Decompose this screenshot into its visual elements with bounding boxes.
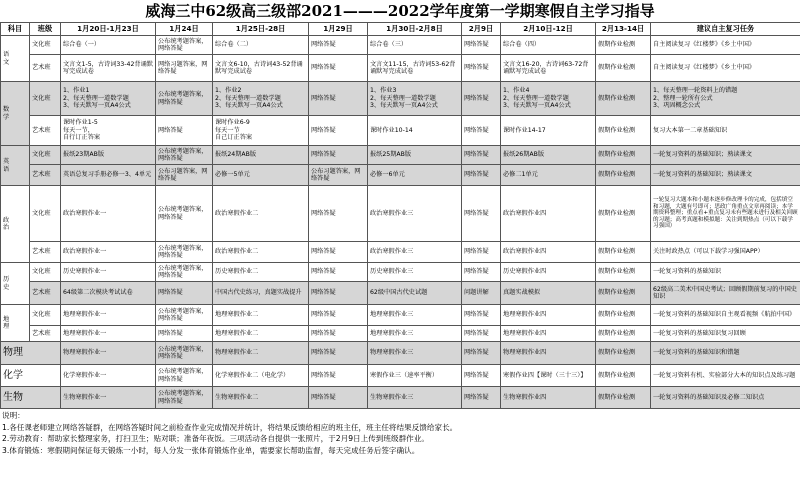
task-cell: 公布统考题答案，网络答疑 xyxy=(156,146,213,165)
notes-heading: 说明： xyxy=(2,411,25,420)
task-cell: 课时作业6-9 每天一节 自己订正答案 xyxy=(213,116,309,146)
task-cell: 网络答疑 xyxy=(309,116,368,146)
task-cell: 生物寒假作业四 xyxy=(501,387,596,409)
task-cell: 假期作业检测 xyxy=(596,326,651,342)
header-row xyxy=(1,23,800,36)
task-cell: 网络答疑 xyxy=(309,242,368,263)
table-row xyxy=(1,242,800,263)
subject-physics: 物理 xyxy=(1,342,61,365)
task-cell: 网络习题答案，网络答疑 xyxy=(156,55,213,82)
subject-math: 数 学 xyxy=(1,82,30,146)
task-cell: 网络答疑 xyxy=(462,82,501,116)
task-cell: 文言文16-20，古诗词63-72背诵默写完成试卷 xyxy=(501,55,596,82)
task-cell: 网络答疑 xyxy=(462,165,501,186)
task-cell: 1、作业4 2、每天整理一道数学题 3、每天默写一页A4公式 xyxy=(501,82,596,116)
task-cell: 网络答疑 xyxy=(462,365,501,387)
table-row xyxy=(1,186,800,242)
task-cell: 化学寒假作业二（电化学） xyxy=(213,365,309,387)
task-cell: 地理寒假作业三 xyxy=(368,305,462,326)
task-cell: 地理寒假作业四 xyxy=(501,326,596,342)
task-cell: 问题讲解 xyxy=(462,282,501,305)
task-cell: 寒假作业四【课时（三十三）】 xyxy=(501,365,596,387)
task-cell: 物理寒假作业二 xyxy=(213,342,309,365)
task-cell: 历史寒假作业三 xyxy=(368,263,462,282)
task-cell: 文言文1-5，古诗词33-42背诵默写完成试卷 xyxy=(61,55,156,82)
task-cell: 政治寒假作业一 xyxy=(61,186,156,242)
review-cell: 62级高二美术中国史考试；回顾假期前复习的中国史知识 xyxy=(651,282,800,305)
task-cell: 网络答疑 xyxy=(309,36,368,55)
note-line: 2.劳动教育：帮助家长整理家务，打扫卫生；贴对联；准备年夜饭。三项活动各自提供一张照片，于2月9日上传到班级群作业。 xyxy=(2,434,429,443)
task-cell: 政治寒假作业二 xyxy=(213,186,309,242)
task-cell: 公布习题答案，网络答疑 xyxy=(156,165,213,186)
notes-section xyxy=(0,410,800,456)
review-cell: 一轮复习资料的基础知识和错题 xyxy=(651,342,800,365)
class-cell: 艺术班 xyxy=(30,282,61,305)
table-row xyxy=(1,146,800,165)
task-cell: 公布统考题答案，网络答疑 xyxy=(156,387,213,409)
task-cell: 综合卷（二） xyxy=(213,36,309,55)
task-cell: 网络答疑 xyxy=(309,305,368,326)
task-cell: 物理寒假作业三 xyxy=(368,342,462,365)
task-cell: 寒假作业三（速率平衡） xyxy=(368,365,462,387)
class-cell: 文化班 xyxy=(30,82,61,116)
task-cell: 网络答疑 xyxy=(462,146,501,165)
task-cell: 公布统考题答案，网络答疑 xyxy=(156,305,213,326)
task-cell: 公布统考题答案，网络答疑 xyxy=(156,263,213,282)
task-cell: 假期作业检测 xyxy=(596,263,651,282)
table-row xyxy=(1,55,800,82)
subject-politics: 政 治 xyxy=(1,186,30,263)
class-cell: 文化班 xyxy=(30,263,61,282)
header-cell: 2月10日-12日 xyxy=(501,23,596,36)
task-cell: 地理寒假作业二 xyxy=(213,305,309,326)
task-cell: 文言文6-10，古诗词43-52背诵默写完成试卷 xyxy=(213,55,309,82)
header-cell: 1月25日-28日 xyxy=(213,23,309,36)
task-cell: 公布统考题答案，网络答疑 xyxy=(156,242,213,263)
task-cell: 报纸26期AB版 xyxy=(501,146,596,165)
task-cell: 网络答疑 xyxy=(309,342,368,365)
table-row xyxy=(1,326,800,342)
task-cell: 政治寒假作业二 xyxy=(213,242,309,263)
subject-chinese: 语 文 xyxy=(1,36,30,82)
task-cell: 公布统考题答案，网络答疑 xyxy=(156,342,213,365)
task-cell: 网络答疑 xyxy=(156,116,213,146)
task-cell: 真题实战模拟 xyxy=(501,282,596,305)
class-cell: 文化班 xyxy=(30,186,61,242)
task-cell: 综合卷（四） xyxy=(501,36,596,55)
task-cell: 政治寒假作业四 xyxy=(501,242,596,263)
task-cell: 公布统考题答案，网络答疑 xyxy=(156,365,213,387)
task-cell: 网络答疑 xyxy=(462,186,501,242)
task-cell: 中国古代史练习，真题实战提升 xyxy=(213,282,309,305)
header-cell: 1月20日-1月23日 xyxy=(61,23,156,36)
task-cell: 物理寒假作业一 xyxy=(61,342,156,365)
task-cell: 必修二1单元 xyxy=(501,165,596,186)
task-cell: 假期作业检测 xyxy=(596,365,651,387)
review-cell: 一轮复习资料有机、实验部分大本的知识点及练习题 xyxy=(651,365,800,387)
task-cell: 公布统考题答案，网络答疑 xyxy=(156,186,213,242)
task-cell: 英语总复习手册必修一3、4单元 xyxy=(61,165,156,186)
header-cell: 2月9日 xyxy=(462,23,501,36)
table-row xyxy=(1,116,800,146)
task-cell: 1、作业3 2、每天整理一道数学题 3、每天默写一页A4公式 xyxy=(368,82,462,116)
table-row xyxy=(1,342,800,365)
subject-chemistry: 化学 xyxy=(1,365,61,387)
header-cell: 科目 xyxy=(1,23,30,36)
task-cell: 必修一6单元 xyxy=(368,165,462,186)
task-cell: 政治寒假作业三 xyxy=(368,242,462,263)
task-cell: 网络答疑 xyxy=(462,116,501,146)
task-cell: 综合卷（一） xyxy=(61,36,156,55)
review-cell: 一轮复习资料的基础知识自主观看视频《航拍中国》 xyxy=(651,305,800,326)
task-cell: 假期作业检测 xyxy=(596,242,651,263)
task-cell: 网络答疑 xyxy=(309,282,368,305)
subject-english: 英 语 xyxy=(1,146,30,186)
task-cell: 文言文11-15，古诗词53-62背诵默写完成试卷 xyxy=(368,55,462,82)
task-cell: 公布习题答案，网络答疑 xyxy=(309,165,368,186)
task-cell: 假期作业检测 xyxy=(596,82,651,116)
header-cell: 2月13-14日 xyxy=(596,23,651,36)
class-cell: 艺术班 xyxy=(30,116,61,146)
task-cell: 假期作业检测 xyxy=(596,387,651,409)
task-cell: 假期作业检测 xyxy=(596,36,651,55)
task-cell: 课时作业14-17 xyxy=(501,116,596,146)
task-cell: 网络答疑 xyxy=(309,326,368,342)
task-cell: 62级中国古代史试题 xyxy=(368,282,462,305)
task-cell: 地理寒假作业一 xyxy=(61,305,156,326)
table-row xyxy=(1,305,800,326)
review-cell: 复习大本第一二章基础知识 xyxy=(651,116,800,146)
task-cell: 网络答疑 xyxy=(309,82,368,116)
task-cell: 假期作业检测 xyxy=(596,146,651,165)
task-cell: 网络答疑 xyxy=(462,55,501,82)
header-cell: 班级 xyxy=(30,23,61,36)
task-cell: 公布统考题答案，网络答疑 xyxy=(156,82,213,116)
task-cell: 网络答疑 xyxy=(309,387,368,409)
task-cell: 网络答疑 xyxy=(156,282,213,305)
header-cell: 1月29日 xyxy=(309,23,368,36)
task-cell: 公布统考题答案，网络答疑 xyxy=(156,36,213,55)
table-row xyxy=(1,263,800,282)
task-cell: 报纸23期AB版 xyxy=(61,146,156,165)
task-cell: 网络答疑 xyxy=(309,263,368,282)
task-cell: 报纸25期AB版 xyxy=(368,146,462,165)
task-cell: 网络答疑 xyxy=(462,242,501,263)
table-row xyxy=(1,387,800,409)
review-cell: 一轮复习资料的基础知识复习回顾 xyxy=(651,326,800,342)
task-cell: 假期作业检测 xyxy=(596,342,651,365)
review-cell: 一轮复习资料的基础知识；熟读课文 xyxy=(651,146,800,165)
class-cell: 文化班 xyxy=(30,146,61,165)
task-cell: 网络答疑 xyxy=(462,36,501,55)
task-cell: 1、作业2 2、每天整理一道数学题 3、每天默写一页A4公式 xyxy=(213,82,309,116)
review-cell: 自主阅读复习《红楼梦》《乡土中国》 xyxy=(651,36,800,55)
table-row xyxy=(1,165,800,186)
task-cell: 网络答疑 xyxy=(462,326,501,342)
note-line: 1.各任课老师建立网络答疑群，在网络答疑时间之前检查作业完成情况并统计，将结果反馈给相应的班主任，班主任将结果反馈给家长。 xyxy=(2,422,458,432)
task-cell: 化学寒假作业一 xyxy=(61,365,156,387)
task-cell: 网络答疑 xyxy=(156,326,213,342)
task-cell: 生物寒假作业三 xyxy=(368,387,462,409)
task-cell: 报纸24期AB版 xyxy=(213,146,309,165)
task-cell: 物理寒假作业四 xyxy=(501,342,596,365)
task-cell: 地理寒假作业一 xyxy=(61,326,156,342)
review-cell: 一轮复习大题本和小题本逐步修改理卡的完成，包括填空和习题，大题有号即可；思政广角重点文章再阅读；本学期资料整理；重点看+重点复习未有些题未进行及相关回顾的习题；高考真题和模拟题：关注到期热点（可以下载学习强国） xyxy=(651,186,800,242)
task-cell: 地理寒假作业三 xyxy=(368,326,462,342)
subject-history: 历 史 xyxy=(1,263,30,305)
task-cell: 必修一5单元 xyxy=(213,165,309,186)
task-cell: 课时作业10-14 xyxy=(368,116,462,146)
task-cell: 假期作业检测 xyxy=(596,305,651,326)
task-cell: 假期作业检测 xyxy=(596,165,651,186)
class-cell: 文化班 xyxy=(30,36,61,55)
task-cell: 地理寒假作业四 xyxy=(501,305,596,326)
task-cell: 假期作业检测 xyxy=(596,55,651,82)
subject-geography: 地 理 xyxy=(1,305,30,342)
task-cell: 课时作业1-5 每天一节， 自行订正答案 xyxy=(61,116,156,146)
task-cell: 假期作业检测 xyxy=(596,116,651,146)
task-cell: 生物寒假作业二 xyxy=(213,387,309,409)
task-cell: 网络答疑 xyxy=(309,186,368,242)
review-cell: 自主阅读复习《红楼梦》《乡土中国》 xyxy=(651,55,800,82)
task-cell: 历史寒假作业四 xyxy=(501,263,596,282)
task-cell: 生物寒假作业一 xyxy=(61,387,156,409)
task-cell: 网络答疑 xyxy=(462,305,501,326)
review-cell: 一轮复习资料的基础知识及必修二知识点 xyxy=(651,387,800,409)
table-row xyxy=(1,282,800,305)
task-cell: 1、作业1 2、每天整理一道数学题 3、每天默写一页A4公式 xyxy=(61,82,156,116)
header-cell: 1月24日 xyxy=(156,23,213,36)
task-cell: 政治寒假作业三 xyxy=(368,186,462,242)
review-cell: 关注时政热点（可以下载学习强国APP） xyxy=(651,242,800,263)
header-cell: 1月30日-2月8日 xyxy=(368,23,462,36)
review-cell: 1、每天整理一轮资料上的错题 2、整理一轮所有公式 3、巩固概念公式 xyxy=(651,82,800,116)
task-cell: 综合卷（三） xyxy=(368,36,462,55)
task-cell: 网络答疑 xyxy=(462,263,501,282)
task-cell: 网络答疑 xyxy=(309,365,368,387)
task-cell: 网络答疑 xyxy=(309,146,368,165)
note-line: 3.体育锻炼：寒假期间保证每天锻炼一小时，每人分发一张体育锻炼作业单，需要家长帮助监督，每天完成任务后签字确认。 xyxy=(2,445,420,455)
class-cell: 艺术班 xyxy=(30,55,61,82)
class-cell: 艺术班 xyxy=(30,165,61,186)
task-cell: 假期作业检测 xyxy=(596,282,651,305)
class-cell: 文化班 xyxy=(30,305,61,326)
table-row xyxy=(1,82,800,116)
task-cell: 政治寒假作业四 xyxy=(501,186,596,242)
task-cell: 历史寒假作业一 xyxy=(61,263,156,282)
page-title: 威海三中62级高三级部2021———2022学年度第一学期寒假自主学习指导 xyxy=(145,2,655,20)
task-cell: 网络答疑 xyxy=(462,342,501,365)
class-cell: 艺术班 xyxy=(30,242,61,263)
task-cell: 64级第二次模块考试试卷 xyxy=(61,282,156,305)
table-row xyxy=(1,365,800,387)
class-cell: 艺术班 xyxy=(30,326,61,342)
header-cell: 建议自主复习任务 xyxy=(651,23,800,36)
task-cell: 地理寒假作业二 xyxy=(213,326,309,342)
task-cell: 历史寒假作业二 xyxy=(213,263,309,282)
task-cell: 网络答疑 xyxy=(462,387,501,409)
schedule-table xyxy=(0,22,800,409)
task-cell: 假期作业检测 xyxy=(596,186,651,242)
table-row xyxy=(1,36,800,55)
task-cell: 网络答疑 xyxy=(309,55,368,82)
review-cell: 一轮复习资料的基础知识；熟读课文 xyxy=(651,165,800,186)
review-cell: 一轮复习资料的基础知识 xyxy=(651,263,800,282)
subject-biology: 生物 xyxy=(1,387,61,409)
task-cell: 政治寒假作业一 xyxy=(61,242,156,263)
